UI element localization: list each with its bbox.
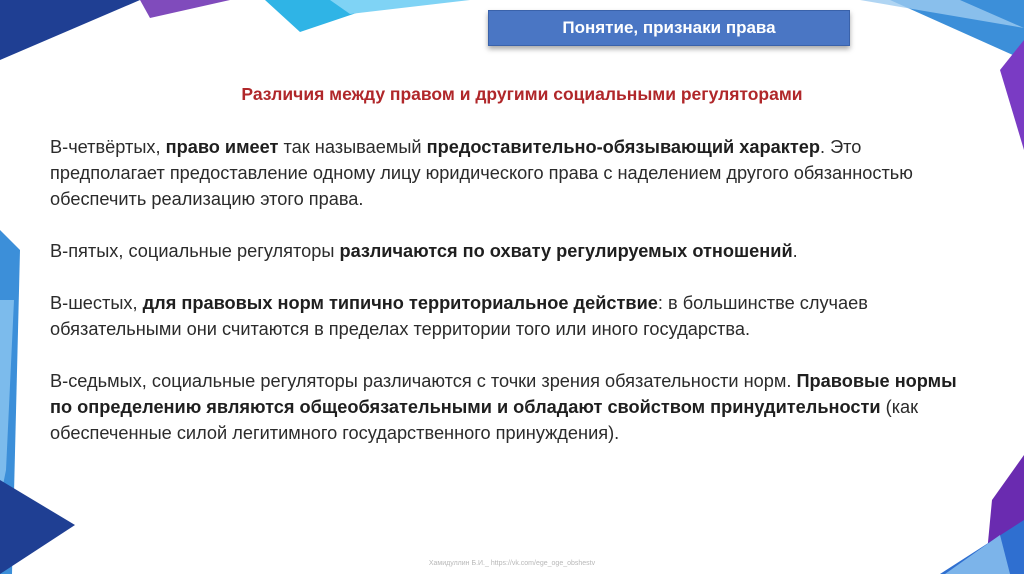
deco-triangle-top-left-purple [140,0,230,18]
bold-text: предоставительно-обязывающий характер [426,137,820,157]
slide-header [488,10,850,46]
bold-text: право имеет [165,137,279,157]
deco-triangle-top-left-dark [0,0,140,60]
text: В-седьмых, социальные регуляторы различаются с точки зрения обязательности норм. [50,371,797,391]
paragraph-fifth [50,238,980,264]
text: В-пятых, социальные регуляторы [50,241,340,261]
text: (как обеспеченные силой легитимного государственного принуждения). [50,397,919,443]
bold-text: Правовые нормы по определению являются общеобязательными и обладают свойством принудительности [50,371,957,417]
bold-text: для правовых норм типично территориальное действие [142,293,658,313]
text: В-шестых, [50,293,143,313]
text: : в большинстве случаев обязательными они считаются в пределах территории того или иного государства. [50,293,868,339]
text: . [792,241,798,261]
deco-triangle-bottom-right-light [945,535,1010,574]
footer-credit: Хамидуллин Б.И._ https://vk.com/ege_oge_obshestv [428,560,596,567]
paragraph-sixth [50,290,980,342]
deco-triangle-top-cyan-light [330,0,470,14]
slide-content [50,134,980,472]
slide-subtitle: Различия между правом и другими социальными регуляторами [241,84,803,104]
paragraph-seventh [50,368,980,446]
text: В-четвёртых, [50,137,166,157]
bold-text: различаются по охвату регулируемых отношений [339,241,793,261]
text: так называемый [278,137,427,157]
paragraph-fourth [50,134,980,212]
text: . Это предполагает предоставление одному лицу юридического права с наделением другого обязанностью обеспечить реализацию этого права. [50,137,913,209]
slide-header-title: Понятие, признаки права [562,18,776,37]
